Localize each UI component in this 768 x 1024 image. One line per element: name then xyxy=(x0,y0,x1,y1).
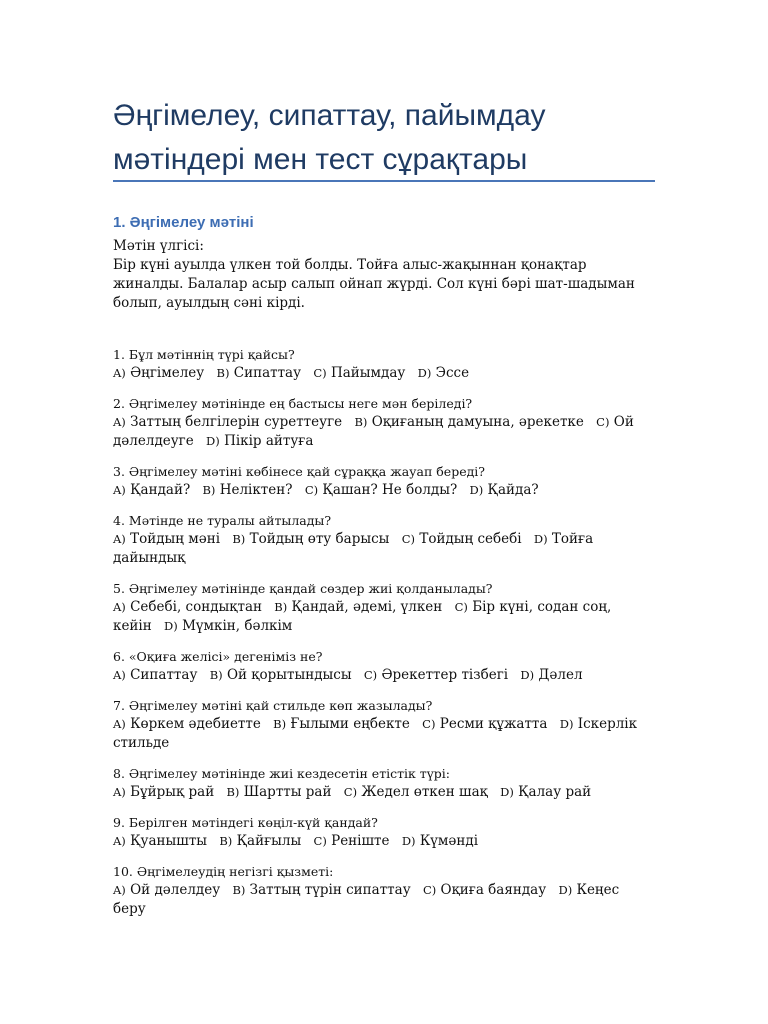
answer-option xyxy=(520,667,582,683)
answer-option xyxy=(217,365,302,381)
answer-option xyxy=(314,833,390,849)
option-letter: B) xyxy=(232,532,246,546)
answer-option xyxy=(113,482,190,498)
question-item xyxy=(113,579,658,636)
option-letter: C) xyxy=(343,785,358,799)
question-text: 9. Берілген мәтіндегі көңіл-күй қандай? xyxy=(113,815,378,830)
answer-option xyxy=(500,784,591,800)
question-item xyxy=(113,696,658,753)
answer-option xyxy=(226,784,331,800)
option-text: Ой дәлелдеу xyxy=(130,882,221,898)
question-item xyxy=(113,813,658,851)
option-text: Тойға дайындық xyxy=(113,531,594,566)
title-line-1: Әңгімелеу, сипаттау, пайымдау xyxy=(113,99,546,132)
option-text: Ресми құжатта xyxy=(439,716,548,732)
option-letter: C) xyxy=(363,668,378,682)
answer-option xyxy=(423,882,546,898)
question-item xyxy=(113,862,658,919)
option-text: Әрекеттер тізбегі xyxy=(381,667,509,683)
option-text: Көркем әдебиетте xyxy=(130,716,261,732)
option-text: Реніште xyxy=(331,833,390,849)
option-text: Қуанышты xyxy=(130,833,208,849)
answer-options xyxy=(113,364,658,383)
answer-option xyxy=(344,784,488,800)
answer-options xyxy=(113,666,658,685)
option-text: Пікір айтуға xyxy=(224,433,314,449)
answer-options xyxy=(113,598,658,636)
answer-option xyxy=(470,482,539,498)
option-letter: D) xyxy=(164,619,178,633)
option-letter: B) xyxy=(216,366,230,380)
answer-option xyxy=(113,599,262,615)
option-text: Тойдың мәні xyxy=(130,531,221,547)
option-text: Заттың түрін сипаттау xyxy=(249,882,411,898)
option-text: Заттың белгілерін суреттеуге xyxy=(130,414,343,430)
question-item xyxy=(113,462,658,500)
option-text: Эссе xyxy=(435,365,470,381)
answer-option xyxy=(402,531,522,547)
option-letter: D) xyxy=(558,883,573,897)
answer-options xyxy=(113,881,658,919)
option-text: Қандай, әдемі, үлкен xyxy=(291,599,443,615)
option-text: Қайғылы xyxy=(236,833,302,849)
option-letter: D) xyxy=(520,668,535,682)
option-letter: B) xyxy=(219,834,233,848)
option-text: Тойдың өту барысы xyxy=(249,531,390,547)
option-letter: B) xyxy=(232,883,246,897)
option-letter: C) xyxy=(313,834,327,848)
answer-option xyxy=(202,482,292,498)
option-letter: D) xyxy=(401,834,416,848)
option-text: Әңгімелеу xyxy=(130,365,205,381)
option-letter: A) xyxy=(113,415,126,429)
option-text: Оқиғаның дамуына, әрекетке xyxy=(371,414,584,430)
option-letter: A) xyxy=(113,600,126,614)
option-letter: A) xyxy=(113,717,126,731)
option-letter: D) xyxy=(206,434,220,448)
option-letter: A) xyxy=(113,532,126,546)
answer-option xyxy=(206,433,313,449)
answer-options xyxy=(113,832,658,851)
question-text: 7. Әңгімелеу мәтіні қай стильде көп жазылады? xyxy=(113,698,433,713)
option-letter: B) xyxy=(226,785,240,799)
option-letter: C) xyxy=(304,483,319,497)
option-letter: C) xyxy=(422,717,436,731)
option-letter: D) xyxy=(559,717,574,731)
option-letter: C) xyxy=(422,883,437,897)
answer-option xyxy=(113,716,261,732)
option-letter: A) xyxy=(113,668,126,682)
option-text: Кеңес беру xyxy=(113,882,620,917)
answer-option xyxy=(273,716,410,732)
option-text: Шартты рай xyxy=(243,784,332,800)
answer-option xyxy=(164,618,292,634)
option-letter: A) xyxy=(113,834,126,848)
answer-option xyxy=(113,365,204,381)
answer-option xyxy=(232,882,410,898)
answer-option xyxy=(113,667,197,683)
option-text: Жедел өткен шақ xyxy=(361,784,488,800)
answer-option xyxy=(219,833,301,849)
option-letter: B) xyxy=(274,600,288,614)
option-letter: C) xyxy=(596,415,610,429)
sample-label: Мәтін үлгісі: xyxy=(113,238,204,254)
option-letter: A) xyxy=(113,883,126,897)
option-letter: C) xyxy=(313,366,327,380)
question-text: 6. «Оқиға желісі» дегеніміз не? xyxy=(113,649,323,664)
option-text: Оқиға баяндау xyxy=(440,882,547,898)
option-text: Сипаттау xyxy=(130,667,198,683)
option-text: Ғылыми еңбекте xyxy=(290,716,410,732)
answer-options xyxy=(113,530,658,568)
answer-option xyxy=(210,667,352,683)
question-text: 3. Әңгімелеу мәтіні көбінесе қай сұраққа жауап береді? xyxy=(113,464,485,479)
option-text: Күмәнді xyxy=(419,833,479,849)
option-text: Сипаттау xyxy=(233,365,302,381)
answer-options xyxy=(113,413,658,451)
answer-option xyxy=(232,531,389,547)
option-letter: A) xyxy=(113,366,126,380)
question-item xyxy=(113,394,658,451)
question-item xyxy=(113,511,658,568)
option-text: Бір күні, содан соң, кейін xyxy=(113,599,612,634)
page-title xyxy=(113,94,673,182)
question-item xyxy=(113,345,658,383)
answer-option xyxy=(422,716,547,732)
question-text: 8. Әңгімелеу мәтінінде жиі кездесетін етістік түрі: xyxy=(113,766,450,781)
sample-line-1: Бір күні ауылда үлкен той болды. Тойға алыс-жақыннан қонақтар xyxy=(113,257,587,273)
answer-options xyxy=(113,783,658,802)
option-letter: B) xyxy=(354,415,368,429)
answer-options xyxy=(113,481,658,500)
option-text: Неліктен? xyxy=(219,482,293,498)
option-text: Себебі, сондықтан xyxy=(130,599,262,615)
option-text: Бұйрық рай xyxy=(130,784,215,800)
title-line-2: мәтіндері мен тест сұрақтары xyxy=(113,143,528,176)
option-text: Пайымдау xyxy=(330,365,406,381)
question-text: 5. Әңгімелеу мәтінінде қандай сөздер жиі қолданылады? xyxy=(113,581,493,596)
question-item xyxy=(113,647,658,685)
option-letter: A) xyxy=(113,785,126,799)
question-list xyxy=(113,345,658,930)
answer-option xyxy=(113,882,220,898)
question-text: 1. Бұл мәтіннің түрі қайсы? xyxy=(113,347,295,362)
question-text: 4. Мәтінде не туралы айтылады? xyxy=(113,513,332,528)
option-text: Қайда? xyxy=(487,482,539,498)
question-text: 2. Әңгімелеу мәтінінде ең бастысы неге мән беріледі? xyxy=(113,396,473,411)
option-text: Ой қорытындысы xyxy=(226,667,352,683)
answer-option xyxy=(113,784,214,800)
answer-option xyxy=(402,833,478,849)
option-text: Іскерлік стильде xyxy=(113,716,638,751)
option-letter: C) xyxy=(454,600,468,614)
answer-option xyxy=(305,482,457,498)
answer-option xyxy=(113,531,220,547)
option-letter: D) xyxy=(500,785,514,799)
option-text: Тойдың себебі xyxy=(419,531,522,547)
answer-option xyxy=(113,833,207,849)
question-text: 10. Әңгімелеудің негізгі қызметі: xyxy=(113,864,334,879)
option-text: Ой дәлелдеуге xyxy=(113,414,634,449)
option-letter: D) xyxy=(417,366,432,380)
answer-option xyxy=(418,365,469,381)
option-letter: B) xyxy=(273,717,287,731)
option-letter: C) xyxy=(401,532,416,546)
sample-text-block xyxy=(113,237,658,313)
answer-option xyxy=(313,365,405,381)
question-item xyxy=(113,764,658,802)
answer-option xyxy=(354,414,583,430)
option-letter: B) xyxy=(202,483,216,497)
option-text: Қандай? xyxy=(130,482,191,498)
answer-option xyxy=(364,667,508,683)
option-text: Мүмкін, бәлкім xyxy=(182,618,293,634)
sample-line-3: болып, ауылдың сәні кірді. xyxy=(113,295,305,311)
answer-options xyxy=(113,715,658,753)
option-text: Қалау рай xyxy=(518,784,592,800)
section-heading: 1. Әңгімелеу мәтіні xyxy=(113,214,254,231)
option-letter: B) xyxy=(209,668,223,682)
title-divider xyxy=(113,180,655,182)
answer-option xyxy=(113,414,342,430)
option-letter: D) xyxy=(469,483,484,497)
option-letter: A) xyxy=(113,483,126,497)
option-text: Дәлел xyxy=(538,667,583,683)
answer-option xyxy=(274,599,442,615)
option-text: Қашан? Не болды? xyxy=(322,482,458,498)
sample-line-2: жиналды. Балалар асыр салып ойнап жүрді. Сол күні бәрі шат-шадыман xyxy=(113,276,635,292)
option-letter: D) xyxy=(533,532,548,546)
